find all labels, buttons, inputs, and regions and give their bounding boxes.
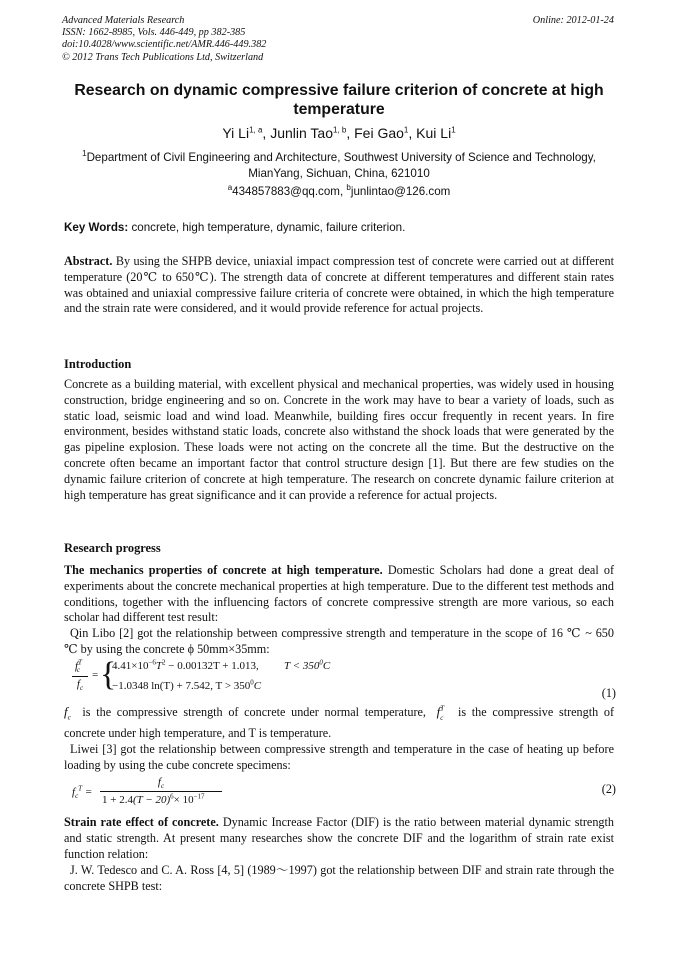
- progress-heading: Research progress: [64, 541, 161, 555]
- equation-2: [64, 776, 614, 812]
- eq1-lhs-denominator: $f_c$: [76, 678, 84, 693]
- eq1-equals: =: [92, 669, 99, 681]
- online-date: Online: 2012-01-24: [532, 15, 614, 26]
- author-name: Junlin Tao: [270, 125, 333, 141]
- eq1-case-1-condition: $T < 350^0C$: [284, 658, 331, 672]
- equation-2-number: (2): [601, 782, 616, 796]
- journal-name: Advanced Materials Research: [62, 15, 185, 26]
- eq2-denominator: $1 + 2.4(T - 20)^6\times 10^{-17}$: [102, 792, 205, 806]
- author-name: Yi Li: [222, 125, 250, 141]
- author-sup: 1: [451, 125, 456, 135]
- equation-1: [64, 656, 614, 700]
- fc-note-2: is the compressive strength of concrete under high temperature, and T is temperature.: [64, 705, 615, 741]
- affiliation-text: Department of Civil Engineering and Architecture, Southwest University of Science and Technology, MianYang, Sichuan, China, 621010: [86, 151, 596, 180]
- author-name: Kui Li: [416, 125, 452, 141]
- email-line: [62, 185, 616, 198]
- eq2-lhs: $f_c^T$ =: [72, 784, 93, 801]
- eq2-numerator: $f_c$: [157, 776, 165, 791]
- strain-text: Dynamic Increase Factor (DIF) is the ratio between material dynamic strength and static strength. At present many researches show the concrete DIF and the logarithm of strain rate exist function relation:: [64, 815, 615, 861]
- email-b[interactable]: junlintao@126.com: [350, 185, 451, 198]
- liwei-paragraph: Liwei [3] got the relationship between compressive strength and temperature in the case of heating up before loading by using the cube concrete specimens:: [64, 742, 614, 772]
- journal-issn: ISSN: 1662-8985, Vols. 446-449, pp 382-385: [62, 27, 246, 39]
- eq1-lhs-fraction-bar: [72, 676, 88, 677]
- abstract: [64, 254, 614, 317]
- strain-label: Strain rate effect of concrete.: [64, 815, 219, 829]
- introduction-text: Concrete as a building material, with excellent physical and mechanical properties, was widely used in housing construction, bridge engineering and so on. Concrete in the work may have to bear a variety of loads, such as static load, seismic load and wind load. Meanwhile, building fires occur frequently in recent years. In fire environment, besides withstand static loads, concrete also withstand the shock loads that were generated by the gas pipeline explosion. These loads were not acting on the concrete all the time. But the destructive on the concrete often became an important factor that control structure design [1]. But there are few studies on the dynamic failure criterion of concrete at high temperature. The research on concrete dynamic failure criterion at high temperature has great significance and it can provide a reference for actual projects.: [64, 377, 614, 502]
- email-a[interactable]: 434857883@qq.com,: [232, 185, 344, 198]
- keywords-label: Key Words:: [64, 221, 129, 234]
- affiliation: [82, 150, 596, 181]
- keywords: [64, 221, 614, 234]
- journal-copyright: © 2012 Trans Tech Publications Ltd, Switzerland: [62, 51, 264, 63]
- eq1-lhs-numerator: $f^T_c$: [74, 658, 82, 675]
- author-sup: 1, b: [332, 125, 347, 135]
- author-sup: 1: [403, 125, 409, 135]
- email-a-sup: a: [227, 183, 233, 193]
- qin-paragraph: Qin Libo [2] got the relationship between compressive strength and temperature in the scope of 16 ℃ ~ 650 ℃ by using the concrete ϕ 50mm×35mm:: [64, 626, 614, 656]
- eq1-case-1: $4.41\times 10^{-6}T^2 - 0.00132T + 1.013$,: [112, 658, 259, 672]
- keywords-text: concrete, high temperature, dynamic, failure criterion.: [131, 221, 406, 234]
- equation-1-number: (1): [601, 686, 616, 700]
- strain-paragraph: [64, 815, 614, 862]
- journal-doi[interactable]: doi:10.4028/www.scientific.net/AMR.446-449.382: [62, 39, 267, 51]
- fcT-symbol: $f^T_c$: [436, 704, 445, 722]
- fc-note-1: is the compressive strength of concrete under normal temperature,: [82, 705, 426, 719]
- author-name: Fei Gao: [354, 125, 404, 141]
- abstract-label: Abstract.: [64, 254, 113, 268]
- tedesco-paragraph: J. W. Tedesco and C. A. Ross [4, 5] (1989～1997) got the relationship between DIF and strain rate through the concrete SHPB test:: [64, 863, 614, 893]
- author-sup: 1, a: [249, 125, 263, 135]
- email-b-sup: b: [346, 183, 351, 193]
- mechanics-text: Domestic Scholars had done a great deal of experiments about the concrete mechanical properties at high temperature. Due to the different test methods and conditions, together with the influencing factors of concrete compressive strength are more various, so each scholar had different test result:: [64, 563, 615, 625]
- mechanics-paragraph: [64, 563, 614, 626]
- introduction-heading: Introduction: [64, 357, 132, 371]
- mechanics-label: The mechanics properties of concrete at high temperature.: [64, 563, 383, 577]
- author-list: Yi Li$^{1, a}$, Junlin Tao$^{1, b}$, Fei Gao$^1$, Kui Li$^1$: [222, 125, 456, 141]
- affiliation-sup: 1: [82, 149, 87, 159]
- abstract-text: By using the SHPB device, uniaxial impact compression test of concrete were carried out at different temperature (20℃ to 650℃). The strength data of concrete at different temperatures and different stain rates was obtained and uniaxial compressive failure criteria of concrete were obtained, in which the high temperature and the strain rate were considered, and it would provide reference for actual projects.: [64, 254, 614, 316]
- eq1-brace: {: [100, 656, 117, 693]
- eq1-case-2: −1.0348 ln(T) + 7.542, $T > 350^0C$: [112, 678, 262, 692]
- journal-info: [62, 15, 362, 64]
- fc-note: [64, 704, 614, 742]
- paper-title: Research on dynamic compressive failure criterion of concrete at high temperature: [74, 82, 604, 118]
- fc-symbol: $f_c$: [64, 704, 71, 722]
